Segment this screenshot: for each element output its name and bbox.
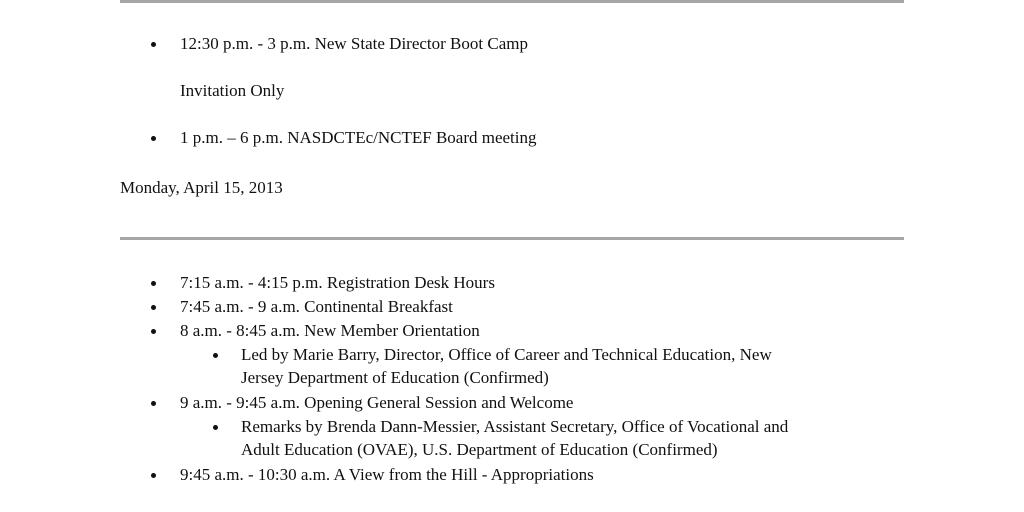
bullet-icon bbox=[151, 42, 156, 47]
schedule-subitem: Remarks by Brenda Dann-Messier, Assistant Secretary, Office of Vocational and bbox=[241, 417, 789, 436]
schedule-item: 12:30 p.m. - 3 p.m. New State Director Boot Camp bbox=[180, 34, 528, 53]
schedule-item: 1 p.m. – 6 p.m. NASDCTEc/NCTEF Board meeting bbox=[180, 128, 537, 147]
bullet-icon bbox=[151, 281, 156, 286]
bullet-icon bbox=[151, 305, 156, 310]
schedule-note: Invitation Only bbox=[180, 81, 285, 100]
schedule-item: 8 a.m. - 8:45 a.m. New Member Orientation bbox=[180, 321, 480, 340]
sub-bullet-icon bbox=[213, 353, 218, 358]
section-divider bbox=[120, 237, 904, 240]
schedule-item: 9:45 a.m. - 10:30 a.m. A View from the Hill - Appropriations bbox=[180, 465, 594, 484]
schedule-subitem: Led by Marie Barry, Director, Office of Career and Technical Education, New bbox=[241, 345, 772, 364]
bullet-icon bbox=[151, 473, 156, 478]
schedule-item: 9 a.m. - 9:45 a.m. Opening General Session and Welcome bbox=[180, 393, 574, 412]
schedule-item: 7:45 a.m. - 9 a.m. Continental Breakfast bbox=[180, 297, 453, 316]
schedule-item: 7:15 a.m. - 4:15 p.m. Registration Desk Hours bbox=[180, 273, 495, 292]
sub-bullet-icon bbox=[213, 425, 218, 430]
schedule-subitem-continued: Jersey Department of Education (Confirmed) bbox=[241, 368, 549, 387]
bullet-icon bbox=[151, 329, 156, 334]
bullet-icon bbox=[151, 136, 156, 141]
schedule-subitem-continued: Adult Education (OVAE), U.S. Department of Education (Confirmed) bbox=[241, 440, 718, 459]
top-divider bbox=[120, 0, 904, 3]
bullet-icon bbox=[151, 401, 156, 406]
day-heading: Monday, April 15, 2013 bbox=[120, 178, 283, 197]
